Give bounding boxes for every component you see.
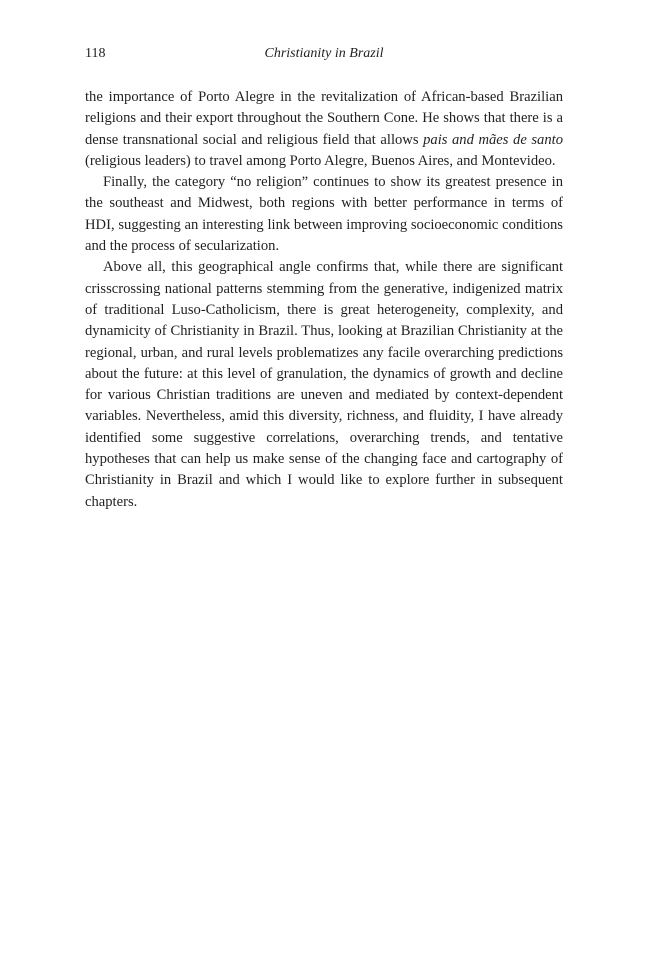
running-title: Christianity in Brazil bbox=[264, 46, 384, 61]
paragraph-1-text-start: the importance of Porto Alegre in the revitalization of African-based Brazilian religions and their export throughout the Southern Cone. He shows that there is a dense transnational social and religious field that allows bbox=[85, 89, 563, 148]
paragraph-1-text-end: (religious leaders) to travel among Porto Alegre, Buenos Aires, and Montevideo. bbox=[85, 152, 556, 169]
paragraph-no-religion: Finally, the category “no religion” continues to show its greatest presence in the southeast and Midwest, both regions with better performance in terms of HDI, suggesting an interesting link between improving socioeconomic conditions and the process of secularization. bbox=[85, 174, 563, 255]
paragraph-geographical-angle: Above all, this geographical angle confirms that, while there are significant crisscrossing national patterns stemming from the generative, indigenized matrix of traditional Luso-Catholicism, there is great heterogeneity, complexity, and dynamicity of Christianity in Brazil. Thus, looking at Brazilian Christianity at the regional, urban, and rural levels problematizes any facile overarching predictions about the future: at this level of granulation, the dynamics of growth and decline for various Christian traditions are uneven and mediated by context-dependent variables. Nevertheless, amid this diversity, richness, and fluidity, I have already identified some suggestive correlations, overarching trends, and tentative hypotheses that can help us make sense of the changing face and cartography of Christianity in Brazil and which I would like to explore further in subsequent chapters. bbox=[85, 259, 563, 510]
body-text bbox=[85, 87, 563, 513]
paragraph-continued bbox=[85, 87, 563, 172]
page-number: 118 bbox=[85, 46, 106, 61]
running-head bbox=[85, 44, 563, 64]
paragraph-1-italic-term: pais and mães de santo bbox=[423, 131, 563, 148]
